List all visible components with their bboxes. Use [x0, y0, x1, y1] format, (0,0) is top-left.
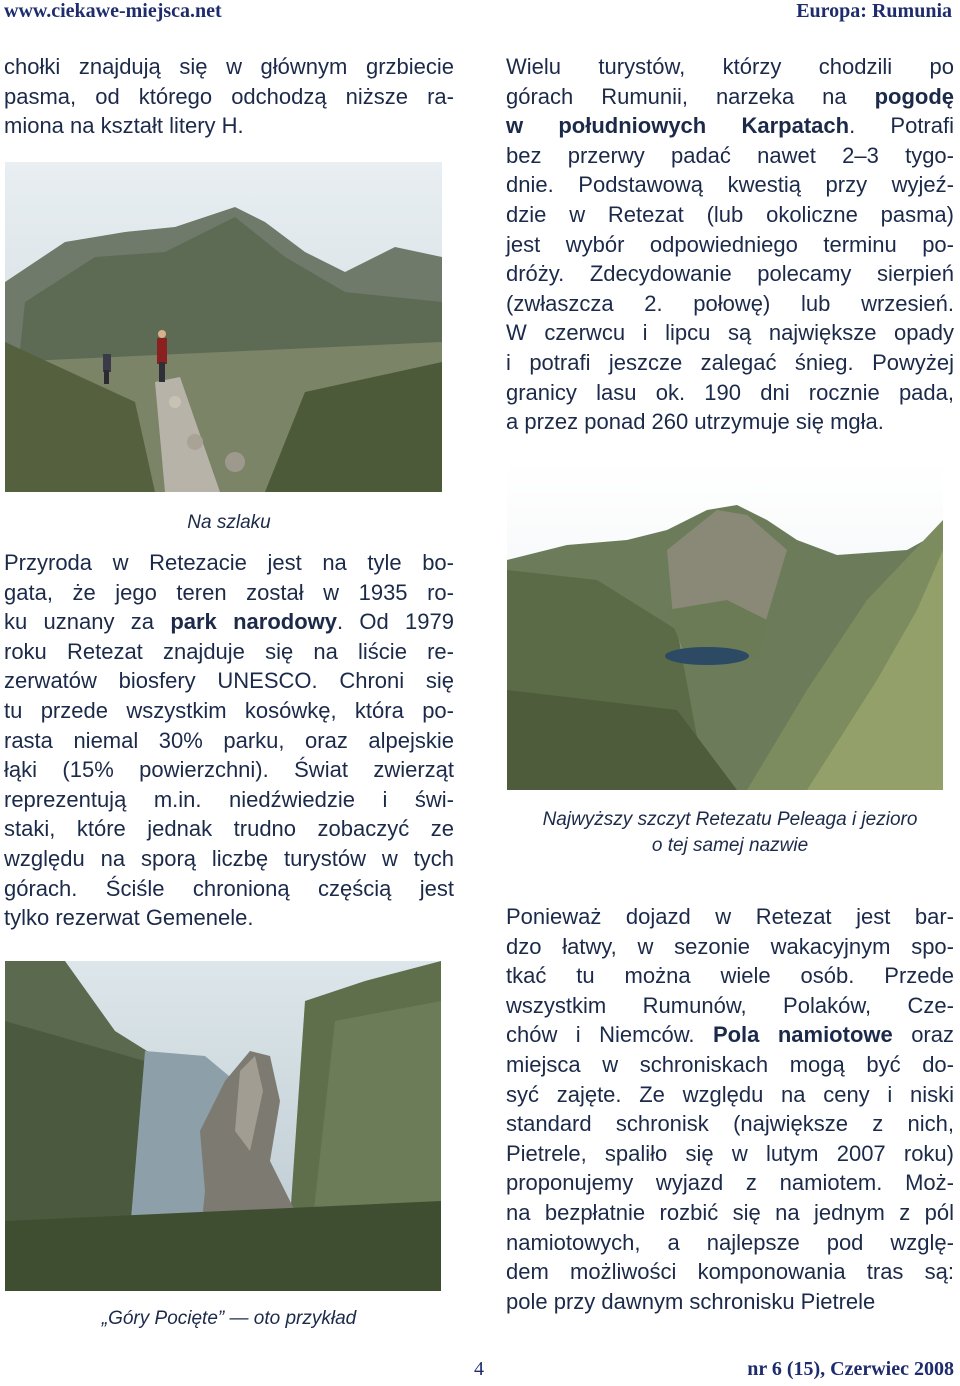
text-line: łąki (15% powierzchni). Świat zwierząt	[4, 757, 454, 783]
trail-photo-caption: Na szlaku	[187, 512, 271, 533]
text-line: Wielu turystów, którzy chodzili po	[506, 54, 954, 79]
weather-paragraph	[506, 52, 954, 437]
gory-photo-caption: „Góry Pocięte” — oto przykład	[101, 1308, 357, 1329]
text-line	[4, 607, 454, 637]
karpaty-bold: w południowych Karpatach	[506, 113, 850, 139]
text-line: dem możliwości komponowania tras są:	[506, 1259, 954, 1285]
text-line: dzie w Retezat (lub okoliczne pasma)	[506, 201, 954, 227]
text-line: miejsca w schroniskach mogą być do-	[506, 1051, 954, 1077]
text-run: ku uznany za	[4, 609, 171, 635]
section-title: Europa: Rumunia	[796, 0, 952, 22]
text-line: zerwatów biosfery UNESCO. Chroni się	[4, 668, 454, 694]
text-line: pole przy dawnym schronisku Pietrele	[506, 1288, 876, 1314]
text-line: tu przede wszystkim kosówkę, która po-	[4, 697, 454, 723]
text-line: Przyroda w Retezacie jest na tyle bo-	[4, 550, 454, 575]
access-paragraph	[506, 902, 954, 1316]
text-line: syć zajęte. Ze względu na ceny i niski	[506, 1081, 954, 1107]
text-line: staki, które jednak trudno zobaczyć ze	[4, 816, 454, 842]
text-line: Ponieważ dojazd w Retezat jest bar-	[506, 904, 954, 929]
text-run: górach Rumunii, narzeka na	[506, 83, 875, 109]
issue-label: nr 6 (15), Czerwiec 2008	[747, 1358, 954, 1380]
page-number: 4	[474, 1358, 484, 1380]
text-run: . Potrafi	[849, 113, 954, 139]
text-line: reprezentują m.in. niedźwiedzie i świ-	[4, 786, 454, 812]
text-line: tylko rezerwat Gemenele.	[4, 905, 254, 931]
peleaga-caption	[506, 807, 954, 859]
gory-puciete-photo	[5, 961, 441, 1291]
text-line: (zwłaszcza 2. połowę) lub wrzesień.	[506, 290, 954, 316]
text-line: gata, że jego teren został w 1935 ro-	[4, 579, 454, 605]
caption-line: o tej samej nazwie	[651, 835, 809, 856]
text-line	[506, 1020, 954, 1050]
text-line: roku Retezat znajduje się na liście re-	[4, 638, 454, 664]
left-intro-paragraph	[4, 52, 454, 141]
text-run: chów i Niemców.	[506, 1022, 713, 1048]
site-url: www.ciekawe-miejsca.net	[4, 0, 222, 22]
text-line: a przez ponad 260 utrzymuje się mgła.	[506, 409, 884, 435]
nature-paragraph	[4, 548, 454, 933]
text-line: rasta niemal 30% parku, oraz alpejskie	[4, 727, 454, 753]
text-line: bez przerwy padać nawet 2–3 tygo-	[506, 142, 954, 168]
peleaga-lake-photo	[507, 460, 943, 790]
pola-namiotowe-bold: Pola namiotowe	[712, 1022, 893, 1048]
text-line: namiotowych, a najlepsze pod wzglę-	[506, 1229, 954, 1255]
text-line: dróży. Zdecydowanie polecamy sierpień	[506, 261, 954, 287]
text-line: W czerwcu i lipcu są największe opady	[506, 320, 954, 346]
text-line: wszystkim Rumunów, Polaków, Cze-	[506, 992, 954, 1018]
text-line: i potrafi jeszcze zalegać śnieg. Powyżej	[506, 349, 954, 375]
text-line: Pietrele, spaliło się w lutym 2007 roku)	[506, 1140, 954, 1166]
text-line: granicy lasu ok. 190 dni rocznie pada,	[506, 379, 954, 405]
text-line: pasma, od którego odchodzą niższe ra-	[4, 83, 454, 109]
text-line: jest wybór odpowiedniego terminu po-	[506, 231, 954, 257]
text-line	[506, 82, 954, 112]
text-line: dzo łatwy, w sezonie wakacyjnym spo-	[506, 933, 954, 959]
text-run: . Od 1979	[336, 609, 454, 635]
text-line: dnie. Podstawową kwestią przy wyjeź-	[506, 172, 954, 198]
text-line: na bezpłatnie rozbić się na jednym z pól	[506, 1199, 954, 1225]
text-line: tkać tu można wiele osób. Przede	[506, 963, 954, 989]
trail-hikers-photo	[5, 162, 442, 492]
text-run: oraz	[892, 1022, 954, 1048]
text-line: standard schronisk (największe z nich,	[506, 1111, 954, 1137]
caption-line: Najwyższy szczyt Retezatu Peleaga i jezioro	[542, 809, 918, 830]
park-narodowy-bold: park narodowy	[170, 609, 337, 635]
text-line: miona na kształt litery H.	[4, 113, 244, 139]
text-line	[506, 111, 954, 141]
text-line: górach. Ściśle chronioną częścią jest	[4, 875, 454, 901]
pogode-bold: pogodę	[874, 83, 954, 109]
text-line: względu na sporą liczbę turystów w tych	[4, 845, 454, 871]
text-line: chołki znajdują się w głównym grzbiecie	[4, 54, 454, 79]
text-line: proponujemy wyjazd z namiotem. Moż-	[506, 1170, 954, 1196]
